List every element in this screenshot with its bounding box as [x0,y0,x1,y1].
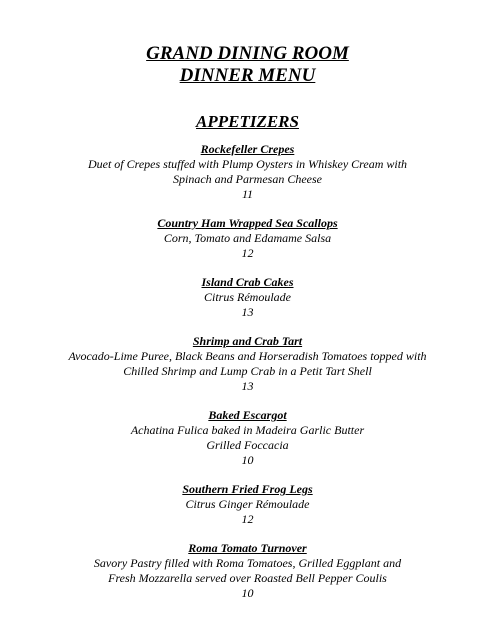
menu-title-line-2: DINNER MENU [179,65,316,86]
menu-item-name: Southern Fried Frog Legs [182,482,313,496]
menu-item-description: Achatina Fulica baked in Madeira Garlic Butter [130,423,365,437]
menu-item-price: 12 [241,246,254,260]
menu-item-name: Shrimp and Crab Tart [192,334,303,348]
menu-item-description: Citrus Ginger Rémoulade [185,497,310,511]
menu-item-name: Country Ham Wrapped Sea Scallops [157,216,338,230]
menu-item [0,215,495,261]
menu-item-description: Corn, Tomato and Edamame Salsa [163,231,332,245]
menu-item-price: 11 [241,187,254,201]
menu-item-price: 10 [241,586,254,600]
menu-item-description: Grilled Foccacia [206,438,289,452]
menu-item [0,274,495,320]
menu-item-price: 10 [241,453,254,467]
menu-item-description: Avocado-Lime Puree, Black Beans and Horseradish Tomatoes topped with [68,349,427,363]
menu-item [0,481,495,527]
appetizer-list [0,141,495,601]
menu-item-price: 12 [241,512,254,526]
menu-item-description: Savory Pastry filled with Roma Tomatoes, Grilled Eggplant and [93,556,402,570]
menu-item-name: Baked Escargot [208,408,287,422]
menu-item-price: 13 [241,379,254,393]
menu-item-price: 13 [241,305,254,319]
section-heading-appetizers: APPETIZERS [196,112,299,131]
menu-item-name: Rockefeller Crepes [200,142,295,156]
menu-item-description: Chilled Shrimp and Lump Crab in a Petit Tart Shell [123,364,372,378]
menu-title-line-1: GRAND DINING ROOM [146,43,349,64]
menu-item-name: Island Crab Cakes [201,275,294,289]
menu-item-name: Roma Tomato Turnover [188,541,307,555]
menu-item-description: Citrus Rémoulade [204,290,291,304]
menu-item-description: Duet of Crepes stuffed with Plump Oysters in Whiskey Cream with [87,157,408,171]
menu-item-description: Spinach and Parmesan Cheese [173,172,322,186]
menu-item [0,333,495,394]
menu-item-description: Fresh Mozzarella served over Roasted Bell Pepper Coulis [108,571,387,585]
menu-item [0,141,495,202]
menu-item [0,407,495,468]
menu-item [0,540,495,601]
